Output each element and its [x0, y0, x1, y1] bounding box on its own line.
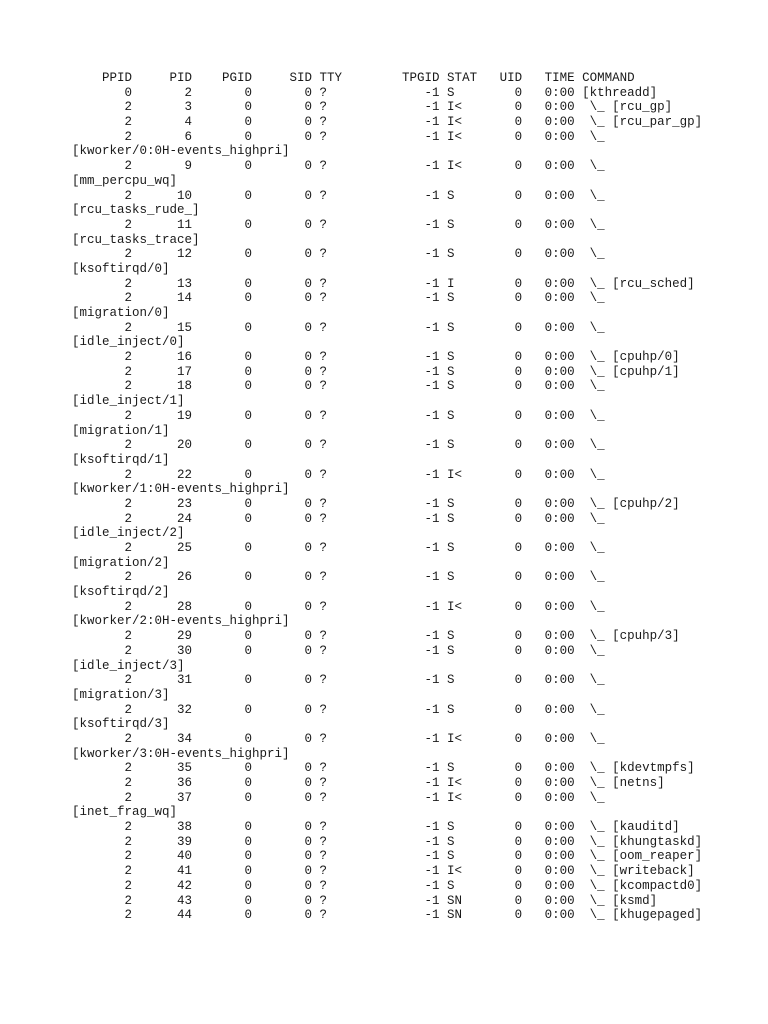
process-line: 2 29 0 0 ? -1 S 0 0:00 \_ [cpuhp/3] [72, 629, 680, 644]
process-line: [ksoftirqd/3] [72, 717, 170, 732]
process-line: [migration/2] [72, 555, 170, 570]
process-line: [idle_inject/3] [72, 658, 185, 673]
process-line: [ksoftirqd/1] [72, 452, 170, 467]
process-line: 2 42 0 0 ? -1 S 0 0:00 \_ [kcompactd0] [72, 878, 703, 893]
process-line: 2 34 0 0 ? -1 I< 0 0:00 \_ [72, 731, 605, 746]
process-line: 2 12 0 0 ? -1 S 0 0:00 \_ [72, 247, 605, 262]
process-line: [kworker/3:0H-events_highpri] [72, 746, 290, 761]
process-line: 2 14 0 0 ? -1 S 0 0:00 \_ [72, 291, 605, 306]
process-line: 2 24 0 0 ? -1 S 0 0:00 \_ [72, 511, 605, 526]
process-line: [kworker/1:0H-events_highpri] [72, 482, 290, 497]
process-line: 2 6 0 0 ? -1 I< 0 0:00 \_ [72, 129, 605, 144]
process-line: [kworker/2:0H-events_highpri] [72, 614, 290, 629]
process-line: 2 25 0 0 ? -1 S 0 0:00 \_ [72, 541, 605, 555]
process-line: 2 9 0 0 ? -1 I< 0 0:00 \_ [72, 159, 605, 174]
process-listing [72, 71, 732, 923]
process-line: 2 44 0 0 ? -1 SN 0 0:00 \_ [khugepaged] [72, 908, 703, 923]
process-line: 2 38 0 0 ? -1 S 0 0:00 \_ [kauditd] [72, 820, 680, 835]
process-line: 2 23 0 0 ? -1 S 0 0:00 \_ [cpuhp/2] [72, 496, 680, 511]
process-line: 2 13 0 0 ? -1 I 0 0:00 \_ [rcu_sched] [72, 276, 695, 291]
column-header-row: PPID PID PGID SID TTY TPGID STAT UID TIME COMMAND [72, 71, 635, 85]
process-line: 2 31 0 0 ? -1 S 0 0:00 \_ [72, 673, 605, 688]
process-line: [idle_inject/0] [72, 335, 185, 350]
process-line: 2 10 0 0 ? -1 S 0 0:00 \_ [72, 188, 605, 203]
process-line: [mm_percpu_wq] [72, 173, 178, 188]
process-line: 2 37 0 0 ? -1 I< 0 0:00 \_ [72, 790, 605, 805]
process-line: 2 30 0 0 ? -1 S 0 0:00 \_ [72, 643, 605, 658]
process-line: [migration/3] [72, 687, 170, 702]
process-line: 2 11 0 0 ? -1 S 0 0:00 \_ [72, 217, 605, 232]
process-line: 0 2 0 0 ? -1 S 0 0:00 [kthreadd] [72, 85, 658, 100]
process-line: 2 18 0 0 ? -1 S 0 0:00 \_ [72, 379, 605, 394]
process-line: [rcu_tasks_trace] [72, 232, 200, 247]
process-line: 2 32 0 0 ? -1 S 0 0:00 \_ [72, 702, 605, 717]
process-line: 2 16 0 0 ? -1 S 0 0:00 \_ [cpuhp/0] [72, 350, 680, 365]
process-line: [ksoftirqd/2] [72, 585, 170, 600]
process-line: 2 15 0 0 ? -1 S 0 0:00 \_ [72, 320, 605, 335]
process-line: 2 28 0 0 ? -1 I< 0 0:00 \_ [72, 599, 605, 614]
process-line: 2 22 0 0 ? -1 I< 0 0:00 \_ [72, 467, 605, 482]
process-line: [ksoftirqd/0] [72, 261, 170, 276]
process-line: 2 39 0 0 ? -1 S 0 0:00 \_ [khungtaskd] [72, 834, 703, 849]
process-line: 2 40 0 0 ? -1 S 0 0:00 \_ [oom_reaper] [72, 849, 703, 864]
process-line: 2 3 0 0 ? -1 I< 0 0:00 \_ [rcu_gp] [72, 100, 673, 115]
process-line: 2 17 0 0 ? -1 S 0 0:00 \_ [cpuhp/1] [72, 364, 680, 379]
process-line: [inet_frag_wq] [72, 805, 178, 820]
process-line: [kworker/0:0H-events_highpri] [72, 144, 290, 159]
process-line: 2 4 0 0 ? -1 I< 0 0:00 \_ [rcu_par_gp] [72, 115, 703, 130]
process-line: [idle_inject/1] [72, 394, 185, 409]
process-line: [migration/0] [72, 306, 170, 320]
process-line: [migration/1] [72, 423, 170, 438]
process-line: 2 35 0 0 ? -1 S 0 0:00 \_ [kdevtmpfs] [72, 761, 695, 776]
process-line: 2 20 0 0 ? -1 S 0 0:00 \_ [72, 438, 605, 453]
process-line: 2 36 0 0 ? -1 I< 0 0:00 \_ [netns] [72, 776, 665, 790]
process-line: [idle_inject/2] [72, 526, 185, 541]
process-line: 2 41 0 0 ? -1 I< 0 0:00 \_ [writeback] [72, 864, 695, 879]
process-line: [rcu_tasks_rude_] [72, 203, 200, 218]
process-line: 2 43 0 0 ? -1 SN 0 0:00 \_ [ksmd] [72, 893, 658, 908]
process-line: 2 26 0 0 ? -1 S 0 0:00 \_ [72, 570, 605, 585]
process-line: 2 19 0 0 ? -1 S 0 0:00 \_ [72, 408, 605, 423]
